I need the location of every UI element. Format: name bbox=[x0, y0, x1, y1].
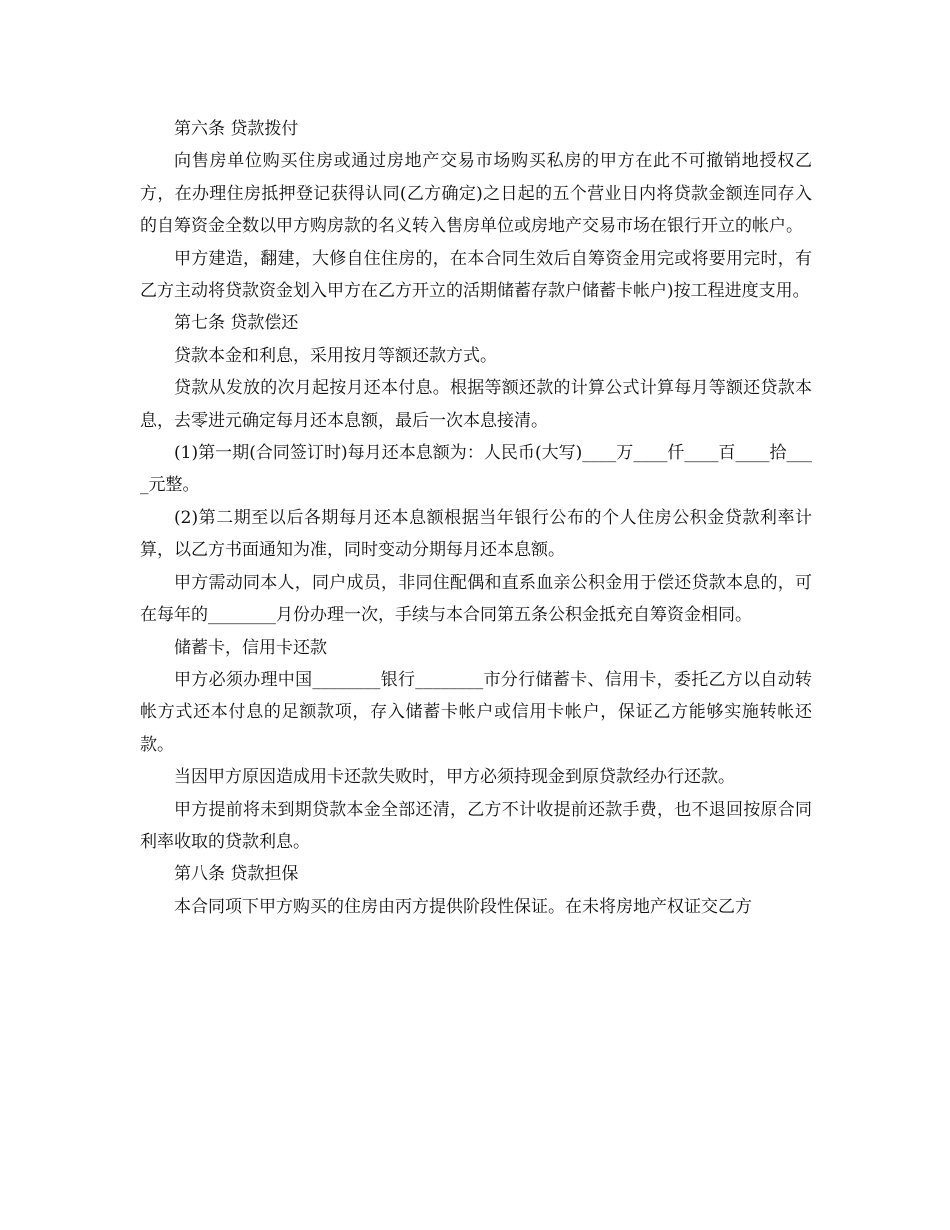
article-7-heading: 第七条 贷款偿还 bbox=[174, 313, 299, 334]
paragraph: (1)第一期(合同签订时)每月还本息额为：人民币(大写)____万____仟____百____拾____元整。 bbox=[140, 443, 812, 496]
paragraph: (2)第二期至以后各期每月还本息额根据当年银行公布的个人住房公积金贷款利率计算，以乙方书面通知为准，同时变动分期每月还本息额。 bbox=[140, 507, 812, 561]
paragraph: 本合同项下甲方购买的住房由丙方提供阶段性保证。在未将房地产权证交乙方 bbox=[174, 896, 752, 917]
paragraph: 贷款从发放的次月起按月还本付息。根据等额还款的计算公式计算每月等额还贷款本息，去零进元确定每月还本息额，最后一次本息接清。 bbox=[140, 378, 812, 431]
paragraph: 当因甲方原因造成用卡还款失败时，甲方必须持现金到原贷款经办行还款。 bbox=[174, 767, 735, 788]
article-6-heading: 第六条 贷款拨付 bbox=[174, 119, 299, 139]
paragraph: 向售房单位购买住房或通过房地产交易市场购买私房的甲方在此不可撤销地授权乙方，在办理住房抵押登记获得认同(乙方确定)之日起的五个营业日内将贷款金额连同存入的自筹资金全数以甲方购房款的名义转入售房单位或房地产交易市场在银行开立的帐户。 bbox=[140, 151, 812, 237]
paragraph: 贷款本金和利息，采用按月等额还款方式。 bbox=[174, 345, 497, 366]
paragraph: 甲方建造，翻建，大修自住住房的，在本合同生效后自筹资金用完或将要用完时，有乙方主动将贷款资金划入甲方在乙方开立的活期储蓄存款户储蓄卡帐户)按工程进度支用。 bbox=[140, 248, 812, 302]
paragraph: 甲方必须办理中国________银行________市分行储蓄卡、信用卡，委托乙方以自动转帐方式还本付息的足额款项，存入储蓄卡帐户或信用卡帐户，保证乙方能够实施转帐还款。 bbox=[140, 669, 812, 755]
document-body bbox=[140, 113, 812, 923]
paragraph: 甲方提前将未到期贷款本金全部还清，乙方不计收提前还款手费，也不退回按原合同利率收取的贷款利息。 bbox=[140, 799, 812, 852]
card-repayment-heading: 储蓄卡，信用卡还款 bbox=[174, 637, 327, 658]
article-8-heading: 第八条 贷款担保 bbox=[174, 864, 299, 885]
paragraph: 甲方需动同本人，同户成员，非同住配偶和直系血亲公积金用于偿还贷款本息的，可在每年的________月份办理一次，手续与本合同第五条公积金抵充自筹资金相同。 bbox=[140, 572, 812, 626]
